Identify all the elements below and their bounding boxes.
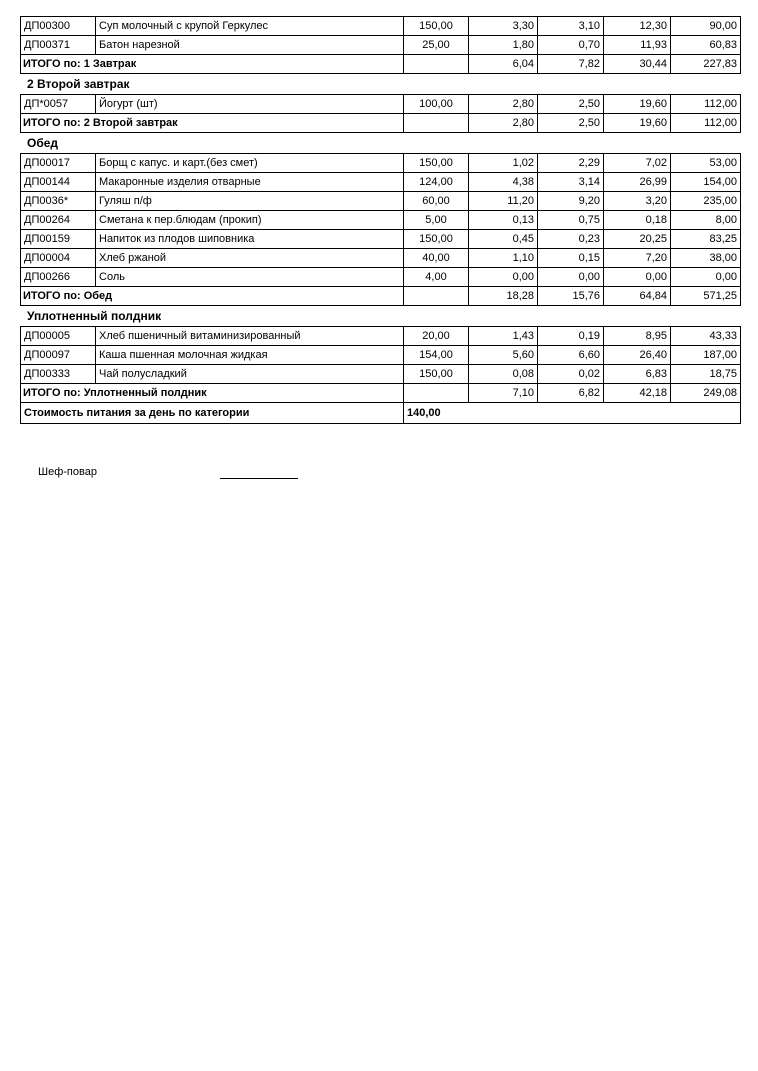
- item-code-cell: ДП00097: [21, 346, 96, 365]
- item-value-cell: 8,95: [604, 327, 671, 346]
- item-name-cell: Сметана к пер.блюдам (прокип): [96, 211, 404, 230]
- menu-sections: [20, 16, 740, 424]
- section-total-row: [21, 287, 741, 306]
- section-heading: Уплотненный полдник: [27, 309, 162, 323]
- menu-items-table: [20, 94, 741, 133]
- item-value-cell: 6,60: [538, 346, 604, 365]
- item-row: [21, 95, 741, 114]
- item-row: [21, 268, 741, 287]
- item-value-cell: 11,93: [604, 36, 671, 55]
- item-code-cell: ДП00017: [21, 154, 96, 173]
- item-value-cell: 0,19: [538, 327, 604, 346]
- item-name-cell: Батон нарезной: [96, 36, 404, 55]
- item-row: [21, 154, 741, 173]
- item-value-cell: 1,10: [469, 249, 538, 268]
- section-heading: Обед: [27, 136, 59, 150]
- item-name-cell: Гуляш п/ф: [96, 192, 404, 211]
- section-total-value-cell: 18,28: [469, 287, 538, 306]
- item-name-cell: Напиток из плодов шиповника: [96, 230, 404, 249]
- item-row: [21, 211, 741, 230]
- item-value-cell: 0,00: [604, 268, 671, 287]
- item-qty-cell: 25,00: [404, 36, 469, 55]
- item-value-cell: 11,20: [469, 192, 538, 211]
- item-value-cell: 0,00: [671, 268, 741, 287]
- item-qty-cell: 60,00: [404, 192, 469, 211]
- item-qty-cell: 40,00: [404, 249, 469, 268]
- item-code-cell: ДП00159: [21, 230, 96, 249]
- item-value-cell: 83,25: [671, 230, 741, 249]
- item-value-cell: 6,83: [604, 365, 671, 384]
- item-code-cell: ДП00300: [21, 17, 96, 36]
- section-total-value-cell: 19,60: [604, 114, 671, 133]
- item-value-cell: 19,60: [604, 95, 671, 114]
- section-total-row: [21, 114, 741, 133]
- section-total-label: ИТОГО по: Уплотненный полдник: [21, 384, 404, 403]
- section-total-value-cell: 6,04: [469, 55, 538, 74]
- item-name-cell: Суп молочный с крупой Геркулес: [96, 17, 404, 36]
- item-qty-cell: 20,00: [404, 327, 469, 346]
- item-code-cell: ДП*0057: [21, 95, 96, 114]
- item-value-cell: 0,08: [469, 365, 538, 384]
- item-value-cell: 0,45: [469, 230, 538, 249]
- item-qty-cell: 4,00: [404, 268, 469, 287]
- section-heading: 2 Второй завтрак: [27, 77, 130, 91]
- item-value-cell: 43,33: [671, 327, 741, 346]
- section-total-empty-qty-cell: [404, 287, 469, 306]
- item-value-cell: 2,29: [538, 154, 604, 173]
- item-value-cell: 5,60: [469, 346, 538, 365]
- item-value-cell: 4,38: [469, 173, 538, 192]
- section-total-value-cell: 2,80: [469, 114, 538, 133]
- section-total-empty-qty-cell: [404, 384, 469, 403]
- section-total-value-cell: 571,25: [671, 287, 741, 306]
- section-total-value-cell: 15,76: [538, 287, 604, 306]
- item-value-cell: 90,00: [671, 17, 741, 36]
- signature-footer: [20, 466, 740, 486]
- grand-total-label: Стоимость питания за день по категории: [21, 403, 404, 424]
- item-value-cell: 26,40: [604, 346, 671, 365]
- item-value-cell: 0,13: [469, 211, 538, 230]
- grand-total-row: [21, 403, 741, 424]
- item-value-cell: 12,30: [604, 17, 671, 36]
- item-value-cell: 0,70: [538, 36, 604, 55]
- item-row: [21, 173, 741, 192]
- section-total-value-cell: 42,18: [604, 384, 671, 403]
- section-total-value-cell: 112,00: [671, 114, 741, 133]
- item-qty-cell: 150,00: [404, 17, 469, 36]
- item-name-cell: Макаронные изделия отварные: [96, 173, 404, 192]
- item-value-cell: 235,00: [671, 192, 741, 211]
- item-code-cell: ДП00371: [21, 36, 96, 55]
- item-value-cell: 187,00: [671, 346, 741, 365]
- section-total-value-cell: 30,44: [604, 55, 671, 74]
- item-row: [21, 346, 741, 365]
- item-qty-cell: 124,00: [404, 173, 469, 192]
- section-total-value-cell: 227,83: [671, 55, 741, 74]
- section-total-value-cell: 7,10: [469, 384, 538, 403]
- item-code-cell: ДП0036*: [21, 192, 96, 211]
- section-total-row: [21, 55, 741, 74]
- item-code-cell: ДП00005: [21, 327, 96, 346]
- menu-items-table: [20, 153, 741, 306]
- item-value-cell: 1,80: [469, 36, 538, 55]
- item-row: [21, 365, 741, 384]
- chef-label: Шеф-повар: [38, 466, 97, 478]
- item-qty-cell: 154,00: [404, 346, 469, 365]
- item-row: [21, 17, 741, 36]
- menu-report-document: [20, 16, 740, 486]
- item-value-cell: 7,20: [604, 249, 671, 268]
- item-value-cell: 3,10: [538, 17, 604, 36]
- item-value-cell: 3,14: [538, 173, 604, 192]
- item-name-cell: Хлеб пшеничный витаминизированный: [96, 327, 404, 346]
- menu-items-table: [20, 326, 741, 424]
- item-value-cell: 0,23: [538, 230, 604, 249]
- section-total-empty-qty-cell: [404, 55, 469, 74]
- item-value-cell: 0,75: [538, 211, 604, 230]
- item-value-cell: 0,02: [538, 365, 604, 384]
- item-row: [21, 327, 741, 346]
- item-value-cell: 38,00: [671, 249, 741, 268]
- item-qty-cell: 150,00: [404, 365, 469, 384]
- item-qty-cell: 100,00: [404, 95, 469, 114]
- item-value-cell: 1,43: [469, 327, 538, 346]
- section-total-value-cell: 64,84: [604, 287, 671, 306]
- section-total-value-cell: 6,82: [538, 384, 604, 403]
- item-name-cell: Соль: [96, 268, 404, 287]
- item-qty-cell: 5,00: [404, 211, 469, 230]
- item-qty-cell: 150,00: [404, 230, 469, 249]
- item-value-cell: 7,02: [604, 154, 671, 173]
- item-value-cell: 9,20: [538, 192, 604, 211]
- menu-items-table: [20, 16, 741, 74]
- item-qty-cell: 150,00: [404, 154, 469, 173]
- item-value-cell: 60,83: [671, 36, 741, 55]
- item-value-cell: 53,00: [671, 154, 741, 173]
- section-total-label: ИТОГО по: 1 Завтрак: [21, 55, 404, 74]
- section-total-value-cell: 7,82: [538, 55, 604, 74]
- grand-total-value: 140,00: [404, 403, 741, 424]
- section-total-empty-qty-cell: [404, 114, 469, 133]
- item-row: [21, 36, 741, 55]
- item-value-cell: 1,02: [469, 154, 538, 173]
- item-value-cell: 2,50: [538, 95, 604, 114]
- item-name-cell: Чай полусладкий: [96, 365, 404, 384]
- section-total-label: ИТОГО по: 2 Второй завтрак: [21, 114, 404, 133]
- item-value-cell: 18,75: [671, 365, 741, 384]
- item-row: [21, 249, 741, 268]
- item-row: [21, 230, 741, 249]
- item-name-cell: Йогурт (шт): [96, 95, 404, 114]
- section-total-value-cell: 249,08: [671, 384, 741, 403]
- item-value-cell: 0,00: [538, 268, 604, 287]
- item-value-cell: 0,18: [604, 211, 671, 230]
- item-value-cell: 154,00: [671, 173, 741, 192]
- item-row: [21, 192, 741, 211]
- item-value-cell: 2,80: [469, 95, 538, 114]
- item-code-cell: ДП00264: [21, 211, 96, 230]
- item-value-cell: 0,00: [469, 268, 538, 287]
- section-total-value-cell: 2,50: [538, 114, 604, 133]
- item-name-cell: Хлеб ржаной: [96, 249, 404, 268]
- item-code-cell: ДП00004: [21, 249, 96, 268]
- section-total-row: [21, 384, 741, 403]
- item-code-cell: ДП00144: [21, 173, 96, 192]
- signature-line: [220, 478, 298, 479]
- item-value-cell: 3,20: [604, 192, 671, 211]
- item-code-cell: ДП00333: [21, 365, 96, 384]
- item-code-cell: ДП00266: [21, 268, 96, 287]
- item-name-cell: Каша пшенная молочная жидкая: [96, 346, 404, 365]
- item-value-cell: 20,25: [604, 230, 671, 249]
- item-value-cell: 3,30: [469, 17, 538, 36]
- item-name-cell: Борщ с капус. и карт.(без смет): [96, 154, 404, 173]
- item-value-cell: 112,00: [671, 95, 741, 114]
- item-value-cell: 26,99: [604, 173, 671, 192]
- section-total-label: ИТОГО по: Обед: [21, 287, 404, 306]
- item-value-cell: 8,00: [671, 211, 741, 230]
- item-value-cell: 0,15: [538, 249, 604, 268]
